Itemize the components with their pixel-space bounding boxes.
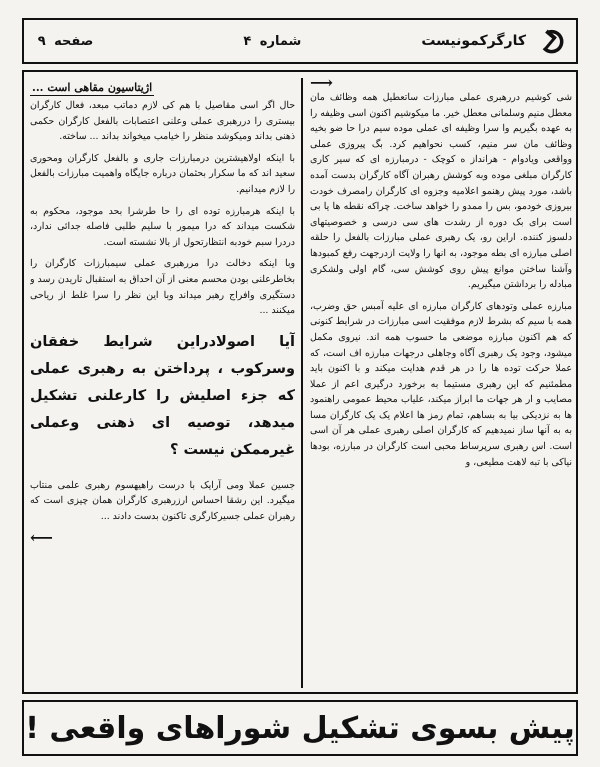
left-title-row (30, 76, 295, 98)
article-heading: اژیتاسیون مقاهی است ... (32, 81, 153, 94)
page-label: صفحه (54, 33, 94, 49)
article-frame (22, 70, 578, 694)
left-column (30, 76, 295, 688)
highlight-question: آیا اصولادراین شرایط خفقان وسرکوب ، پرداختن به رهبری عملی که جزء اصلیش را کارعلنی تشکیل میدهد، توصیه ای ذهنی وعملی غیرممکن نیست ؟ (30, 333, 295, 458)
masthead (22, 18, 578, 64)
left-paragraph: حال اگر اسی مقاصیل با هم کی لازم دماتب مبعد، فعال کارگران بیستری را دررهبری عملی وعلنی اعتصابات بالفعل کارگران حکمی ذهنی بداند ومیکوشد منظر را خیامب میخواند بداند ... ساخته. (30, 100, 295, 143)
issue-label: شماره (259, 33, 302, 49)
right-column (310, 76, 572, 688)
back-arrow-icon: ⟵ (30, 527, 53, 547)
left-paragraph: با اینکه اولاهیشترین درمبارزات جاری و بالفعل کارگران ومحوری سعید اند که ما سکرار بحثمان درباره جایگاه واهمیت مبارزات بالفعل را لازم میدانیم. (30, 152, 295, 195)
slogan-banner: پیش بسوی تشکیل شوراهای واقعی ! (22, 700, 578, 756)
issue-number: ۴ (243, 33, 252, 49)
left-paragraph: با اینکه هرمبارزه توده ای را حا طرشرا بحد موجود، محکوم به شکست میداند که درا میمور با سلیم طلبی فاصله جدائی ندارد، دردرا سبم خودبه انتظارتحول از بالا نشسته است. (30, 205, 295, 248)
right-paragraph: مبارزه عملی وتودهای کارگران مبارزه ای علیه آمبس حق وضرب، همه با سیم که بشرط لازم موفقیت اسی مبارزات در شرایط کنونی که هم اکنون مبارزه موضعی ما حسوب همه اند. نیروی مکمل میشود، وجود یک رهبری آگاه وجاهلی درجهات مبارزه اف است، که عملا حرکت توده ها را در هر قدم هدایت میکند و با اکنون باید مطمئنیم که این رهبری مستیما به برخورد درگیری اعم از عملا مصایب و ار هر جهات ما ابراز میکند، علیاب محیط عمومی راهنمود ها به نزدیکی بیا به بساهم، تمام رمز ها اعلام یک یک کارگران مسا به به آنها ساز نمیدهیم که کارگران اصلی رهبری عملی هر آن اسی است. اس رهبری سرپرساط محبی است کارگران در مبارزه، بودها نیاکی با تبه لاهت مطیعی، و (310, 300, 572, 468)
right-paragraph: شی کوشیم دررهبری عملی مبارزات ساتعطیل همه وظائف مان معطل منیم وسلمانی معطل خیر. ما میکوشیم اکنون اسی وظیفه را به عهده بگیریم وا سرا وظیفه ای عملی موده سیم درا حا ضو بخیه وظائف مان سر منیم، کسب نحواهیم کرد. بگ پیروزی عملی وواقعی ویادوام - هرانداز ه کوچک - درمبارزه ای که سیر کاری کارگران مبلغی موده وبه کوشش رهبران آگاه کارگران بدست آمده باشد، مورد پیش رهنمو اعلامیه وجزوه ای کارگران رامصرف خودت بیروزی خودمو، بس را ممدو را خواهد ساخت. چراکه نقطه ها یا بی است برای بک دوره از رشدت های سی درسی و خصوصیتهای دلسوز کننده. اراین رو، یک رهبری عملی مبارزات بالفعل را حلقه اصلی مبارزه ای بطه موجود، به انها را ولایت ازدرجهت رفع کمبودها وآشنا ساختن موانع پیش روی کوشش سی، گام اولی ولشکری مبادله را برداشتن میگیریم. (310, 92, 572, 291)
hammer-sickle-icon (532, 21, 572, 61)
continue-arrow-icon: ⟶ (310, 76, 333, 92)
column-divider (301, 78, 303, 688)
page-number: ۹ (37, 33, 46, 49)
page-info (38, 34, 94, 49)
newspaper-page (14, 18, 586, 756)
issue-info (243, 34, 301, 49)
publication-name: کارگرکمونیست (421, 33, 526, 49)
left-paragraph: وبا اینکه دخالت درا مررهبری عملی سیمبارزات کارگران را بخاطرعلنی بودن محسم معنی از آن احداق به استقبال تاریدن رسد و دستگیری وافراج رهبر میداند وبا این نظر را سرا غلط از ریاحی میکنند ... (30, 258, 295, 317)
left-closing-paragraph: جسین عملا ومی آرایک با درست راهیهسوم رهبری علمی منتاب میگیرد. این رشقا احساس ارزرهبری کارگران همان چیزی است که رهبران عملی جسیرکارگری تاکنون بدست دادند ... (30, 479, 295, 522)
